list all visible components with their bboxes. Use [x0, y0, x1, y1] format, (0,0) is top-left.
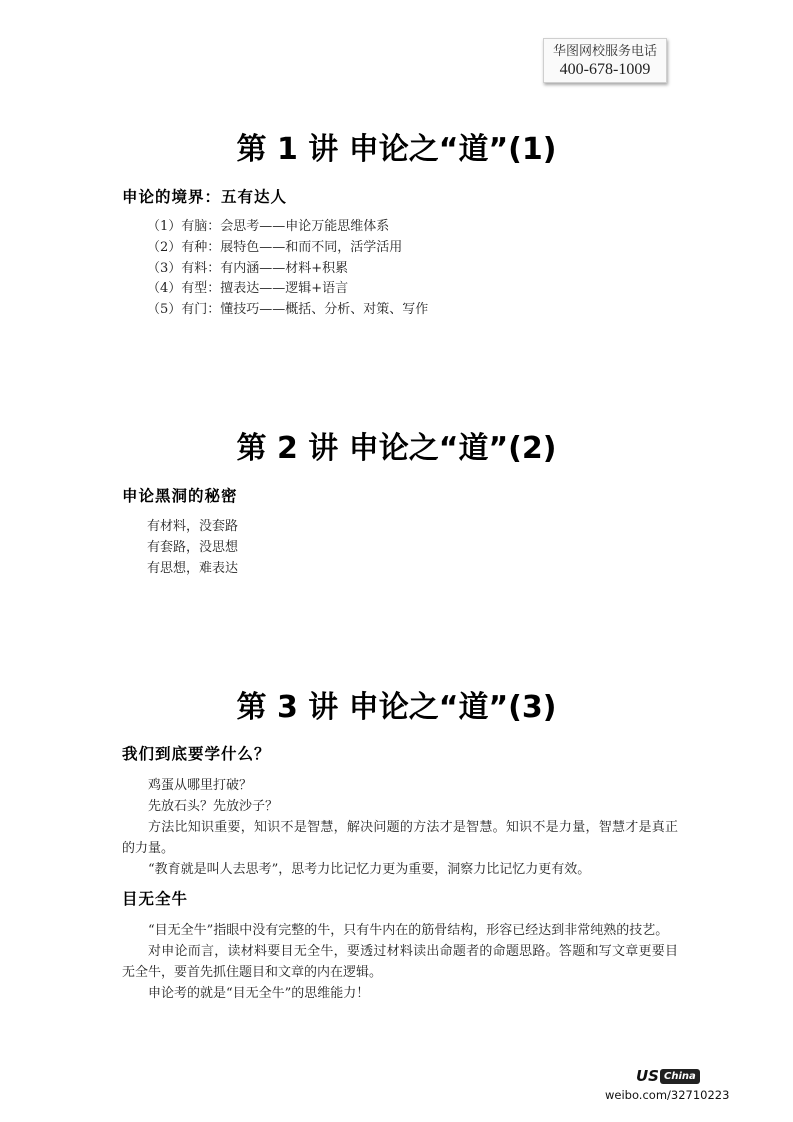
lecture-3-section-heading: 我们到底要学什么？	[122, 744, 271, 763]
lecture-3-section-2-heading: 目无全牛	[122, 889, 189, 908]
lecture-2-section-heading: 申论黑洞的秘密	[122, 486, 238, 505]
hotline-label: 华图网校服务电话	[552, 44, 657, 59]
paragraph: 方法比知识重要，知识不是智慧，解决问题的方法才是智慧。知识不是力量，智慧才是真正的力量。	[122, 820, 678, 856]
lecture-3-paragraphs	[122, 775, 678, 880]
uschina-logo	[636, 1068, 700, 1085]
list-item: 有思想，难表达	[147, 560, 239, 576]
list-item: （5）有门：懂技巧——概括、分析、对策、写作	[147, 302, 429, 318]
logo-us-text: US	[636, 1067, 659, 1085]
list-item: （2）有种：展特色——和而不同，活学活用	[147, 239, 403, 255]
lecture-1-title: 第 1 讲 申论之“道”(1)	[236, 132, 557, 167]
lecture-2-title: 第 2 讲 申论之“道”(2)	[236, 431, 557, 466]
weibo-link: weibo.com/32710223	[605, 1088, 730, 1102]
list-item: 有材料，没套路	[147, 519, 239, 534]
lecture-1-item-list	[147, 217, 428, 321]
hotline-box	[543, 38, 667, 83]
lecture-2-item-list	[147, 517, 238, 579]
paragraph: 鸡蛋从哪里打破？	[148, 778, 253, 793]
paragraph: “教育就是叫人去思考”，思考力比记忆力更为重要，洞察力比记忆力更有效。	[148, 862, 591, 877]
lecture-1-section-heading: 申论的境界：五有达人	[122, 187, 288, 206]
list-item: 有套路，没思想	[147, 539, 239, 555]
paragraph: 对申论而言，读材料要目无全牛，要透过材料读出命题者的命题思路。答题和写文章更要目无全牛，要首先抓住题目和文章的内在逻辑。	[122, 944, 678, 980]
list-item: （4）有型：擅表达——逻辑+语言	[147, 281, 349, 297]
paragraph: “目无全牛”指眼中没有完整的牛，只有牛内在的筋骨结构，形容已经达到非常纯熟的技艺。	[148, 923, 669, 938]
logo-china-badge: China	[660, 1069, 700, 1084]
paragraph: 先放石头？先放沙子？	[148, 799, 279, 814]
lecture-3-title: 第 3 讲 申论之“道”(3)	[236, 690, 557, 725]
list-item: （3）有料：有内涵——材料+积累	[147, 260, 349, 276]
lecture-3-section-2-paragraphs	[122, 920, 678, 1004]
list-item: （1）有脑：会思考——申论万能思维体系	[147, 219, 390, 234]
hotline-phone-number: 400-678-1009	[559, 61, 651, 78]
paragraph: 申论考的就是“目无全牛”的思维能力！	[148, 986, 370, 1001]
